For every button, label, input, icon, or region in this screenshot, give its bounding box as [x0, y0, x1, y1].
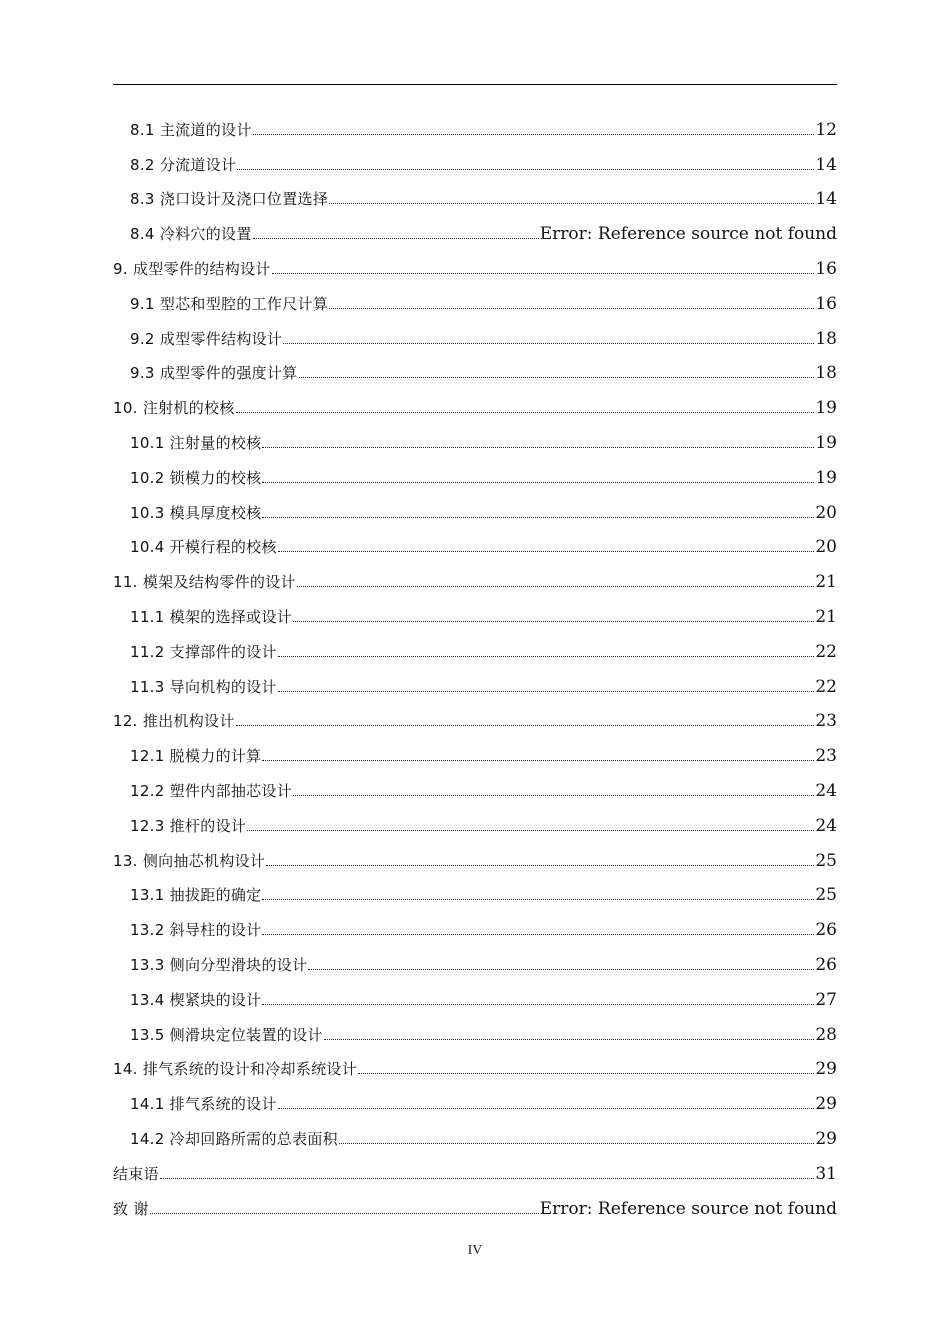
toc-entry-title: 11.2 支撑部件的设计 [130, 642, 277, 661]
toc-dot-leader [339, 1126, 814, 1152]
toc-entry-page: 27 [815, 989, 837, 1010]
toc-entry[interactable] [113, 178, 837, 213]
toc-entry-page: 24 [815, 780, 837, 801]
toc-entry[interactable] [113, 491, 837, 526]
toc-entry-title: 12.1 脱模力的计算 [130, 747, 262, 766]
toc-entry[interactable] [113, 665, 837, 700]
toc-entry-title: 14. 排气系统的设计和冷却系统设计 [113, 1060, 358, 1079]
toc-entry-page: 23 [815, 746, 837, 767]
toc-entry-page: 18 [815, 328, 837, 349]
toc-entry-page: 29 [815, 1094, 837, 1115]
toc-entry-title: 13.4 楔紧块的设计 [130, 990, 262, 1009]
toc-dot-leader [293, 604, 814, 630]
toc-entry-page: 20 [815, 502, 837, 523]
toc-entry-title: 10.2 锁模力的校核 [130, 468, 262, 487]
toc-entry-title: 12. 推出机构设计 [113, 712, 235, 731]
toc-entry[interactable] [113, 769, 837, 804]
toc-entry-page: 12 [815, 119, 837, 140]
toc-entry-page: 20 [815, 537, 837, 558]
toc-entry-title: 10.3 模具厚度校核 [130, 503, 262, 522]
toc-entry-title: 9.2 成型零件结构设计 [130, 329, 283, 348]
toc-entry-page: 25 [815, 885, 837, 906]
toc-entry[interactable] [113, 595, 837, 630]
toc-entry-page: 19 [815, 398, 837, 419]
toc-entry-title: 12.3 推杆的设计 [130, 816, 247, 835]
toc-entry[interactable] [113, 908, 837, 943]
toc-entry-title: 13.2 斜导柱的设计 [130, 921, 262, 940]
toc-dot-leader [278, 674, 815, 700]
toc-entry-title: 9.3 成型零件的强度计算 [130, 364, 298, 383]
toc-entry[interactable] [113, 943, 837, 978]
toc-entry-page: 22 [815, 676, 837, 697]
toc-dot-leader [262, 465, 814, 491]
toc-dot-leader [262, 987, 814, 1013]
toc-entry-page: Error: Reference source not found [539, 224, 837, 245]
toc-entry-page: 29 [815, 1059, 837, 1080]
toc-entry[interactable] [113, 734, 837, 769]
toc-entry[interactable] [113, 386, 837, 421]
toc-entry-title: 13.5 侧滑块定位装置的设计 [130, 1025, 323, 1044]
toc-entry[interactable] [113, 839, 837, 874]
toc-entry-title: 9.1 型芯和型腔的工作尺计算 [130, 294, 329, 313]
toc-entry-title: 10. 注射机的校核 [113, 399, 235, 418]
toc-entry-page: 23 [815, 711, 837, 732]
toc-entry-page: 31 [815, 1163, 837, 1184]
toc-entry[interactable] [113, 1048, 837, 1083]
toc-entry[interactable] [113, 352, 837, 387]
toc-dot-leader [253, 221, 539, 247]
toc-entry-title: 13.3 侧向分型滑块的设计 [130, 955, 308, 974]
toc-entry-page: 22 [815, 641, 837, 662]
toc-dot-leader [266, 848, 814, 874]
toc-entry[interactable] [113, 108, 837, 143]
toc-dot-leader [278, 1091, 815, 1117]
toc-entry[interactable] [113, 317, 837, 352]
toc-entry-page: 21 [815, 572, 837, 593]
toc-entry-title: 11.1 模架的选择或设计 [130, 607, 293, 626]
toc-entry-title: 12.2 塑件内部抽芯设计 [130, 781, 293, 800]
toc-dot-leader [262, 743, 814, 769]
toc-dot-leader [278, 534, 815, 560]
toc-entry-page: 29 [815, 1128, 837, 1149]
toc-dot-leader [262, 882, 814, 908]
toc-entry-page: 16 [815, 258, 837, 279]
toc-dot-leader [293, 778, 814, 804]
toc-entry[interactable] [113, 560, 837, 595]
header-rule [113, 84, 837, 85]
toc-entry[interactable] [113, 282, 837, 317]
toc-entry-title: 11. 模架及结构零件的设计 [113, 573, 296, 592]
toc-dot-leader [150, 1196, 539, 1222]
toc-dot-leader [329, 291, 814, 317]
toc-entry-title: 10.1 注射量的校核 [130, 433, 262, 452]
toc-entry-page: 26 [815, 920, 837, 941]
toc-dot-leader [358, 1056, 814, 1082]
toc-entry-page: 18 [815, 363, 837, 384]
toc-dot-leader [160, 1161, 814, 1187]
toc-entry-title: 致 谢 [113, 1199, 149, 1218]
toc-entry[interactable] [113, 804, 837, 839]
page-number-footer: IV [467, 1243, 483, 1258]
toc-entry[interactable] [113, 456, 837, 491]
toc-entry-page: Error: Reference source not found [539, 1198, 837, 1219]
toc-entry[interactable] [113, 978, 837, 1013]
toc-entry[interactable] [113, 1013, 837, 1048]
toc-entry-title: 13.1 抽拔距的确定 [130, 886, 262, 905]
toc-entry-page: 28 [815, 1024, 837, 1045]
toc-entry-title: 8.2 分流道设计 [130, 155, 237, 174]
toc-dot-leader [236, 395, 815, 421]
toc-dot-leader [262, 430, 814, 456]
toc-dot-leader [237, 152, 814, 178]
toc-dot-leader [253, 117, 815, 143]
toc-entry-page: 19 [815, 467, 837, 488]
toc-entry[interactable] [113, 874, 837, 909]
toc-entry-title: 9. 成型零件的结构设计 [113, 259, 271, 278]
toc-entry-title: 结束语 [113, 1164, 159, 1183]
toc-entry-page: 16 [815, 293, 837, 314]
toc-entry[interactable] [113, 143, 837, 178]
toc-dot-leader [297, 569, 815, 595]
toc-entry[interactable] [113, 1117, 837, 1152]
toc-entry[interactable] [113, 700, 837, 735]
toc-dot-leader [236, 708, 815, 734]
toc-entry[interactable] [113, 630, 837, 665]
toc-dot-leader [299, 360, 815, 386]
toc-entry[interactable] [113, 1187, 837, 1222]
toc-dot-leader [329, 186, 814, 212]
toc-dot-leader [308, 952, 814, 978]
toc-dot-leader [272, 256, 815, 282]
toc-entry-page: 21 [815, 606, 837, 627]
toc-entry-page: 19 [815, 432, 837, 453]
toc-entry-page: 24 [815, 815, 837, 836]
toc-dot-leader [283, 326, 814, 352]
toc-entry-title: 8.3 浇口设计及浇口位置选择 [130, 190, 329, 209]
toc-entry-page: 14 [815, 154, 837, 175]
toc-dot-leader [324, 1022, 815, 1048]
toc-entry[interactable] [113, 526, 837, 561]
toc-entry[interactable] [113, 1152, 837, 1187]
toc-entry[interactable] [113, 421, 837, 456]
toc-dot-leader [262, 917, 814, 943]
table-of-contents [113, 108, 837, 1222]
toc-entry[interactable] [113, 247, 837, 282]
toc-entry-page: 14 [815, 189, 837, 210]
toc-entry-title: 13. 侧向抽芯机构设计 [113, 851, 266, 870]
toc-entry-title: 11.3 导向机构的设计 [130, 677, 277, 696]
toc-dot-leader [278, 639, 815, 665]
toc-entry[interactable] [113, 212, 837, 247]
toc-entry-title: 14.1 排气系统的设计 [130, 1095, 277, 1114]
toc-dot-leader [262, 500, 814, 526]
toc-entry-title: 10.4 开模行程的校核 [130, 538, 277, 557]
toc-entry-page: 25 [815, 850, 837, 871]
toc-entry-title: 14.2 冷却回路所需的总表面积 [130, 1129, 338, 1148]
toc-entry-title: 8.1 主流道的设计 [130, 120, 252, 139]
toc-dot-leader [247, 813, 814, 839]
toc-entry-title: 8.4 冷料穴的设置 [130, 225, 252, 244]
toc-entry-page: 26 [815, 954, 837, 975]
toc-entry[interactable] [113, 1082, 837, 1117]
